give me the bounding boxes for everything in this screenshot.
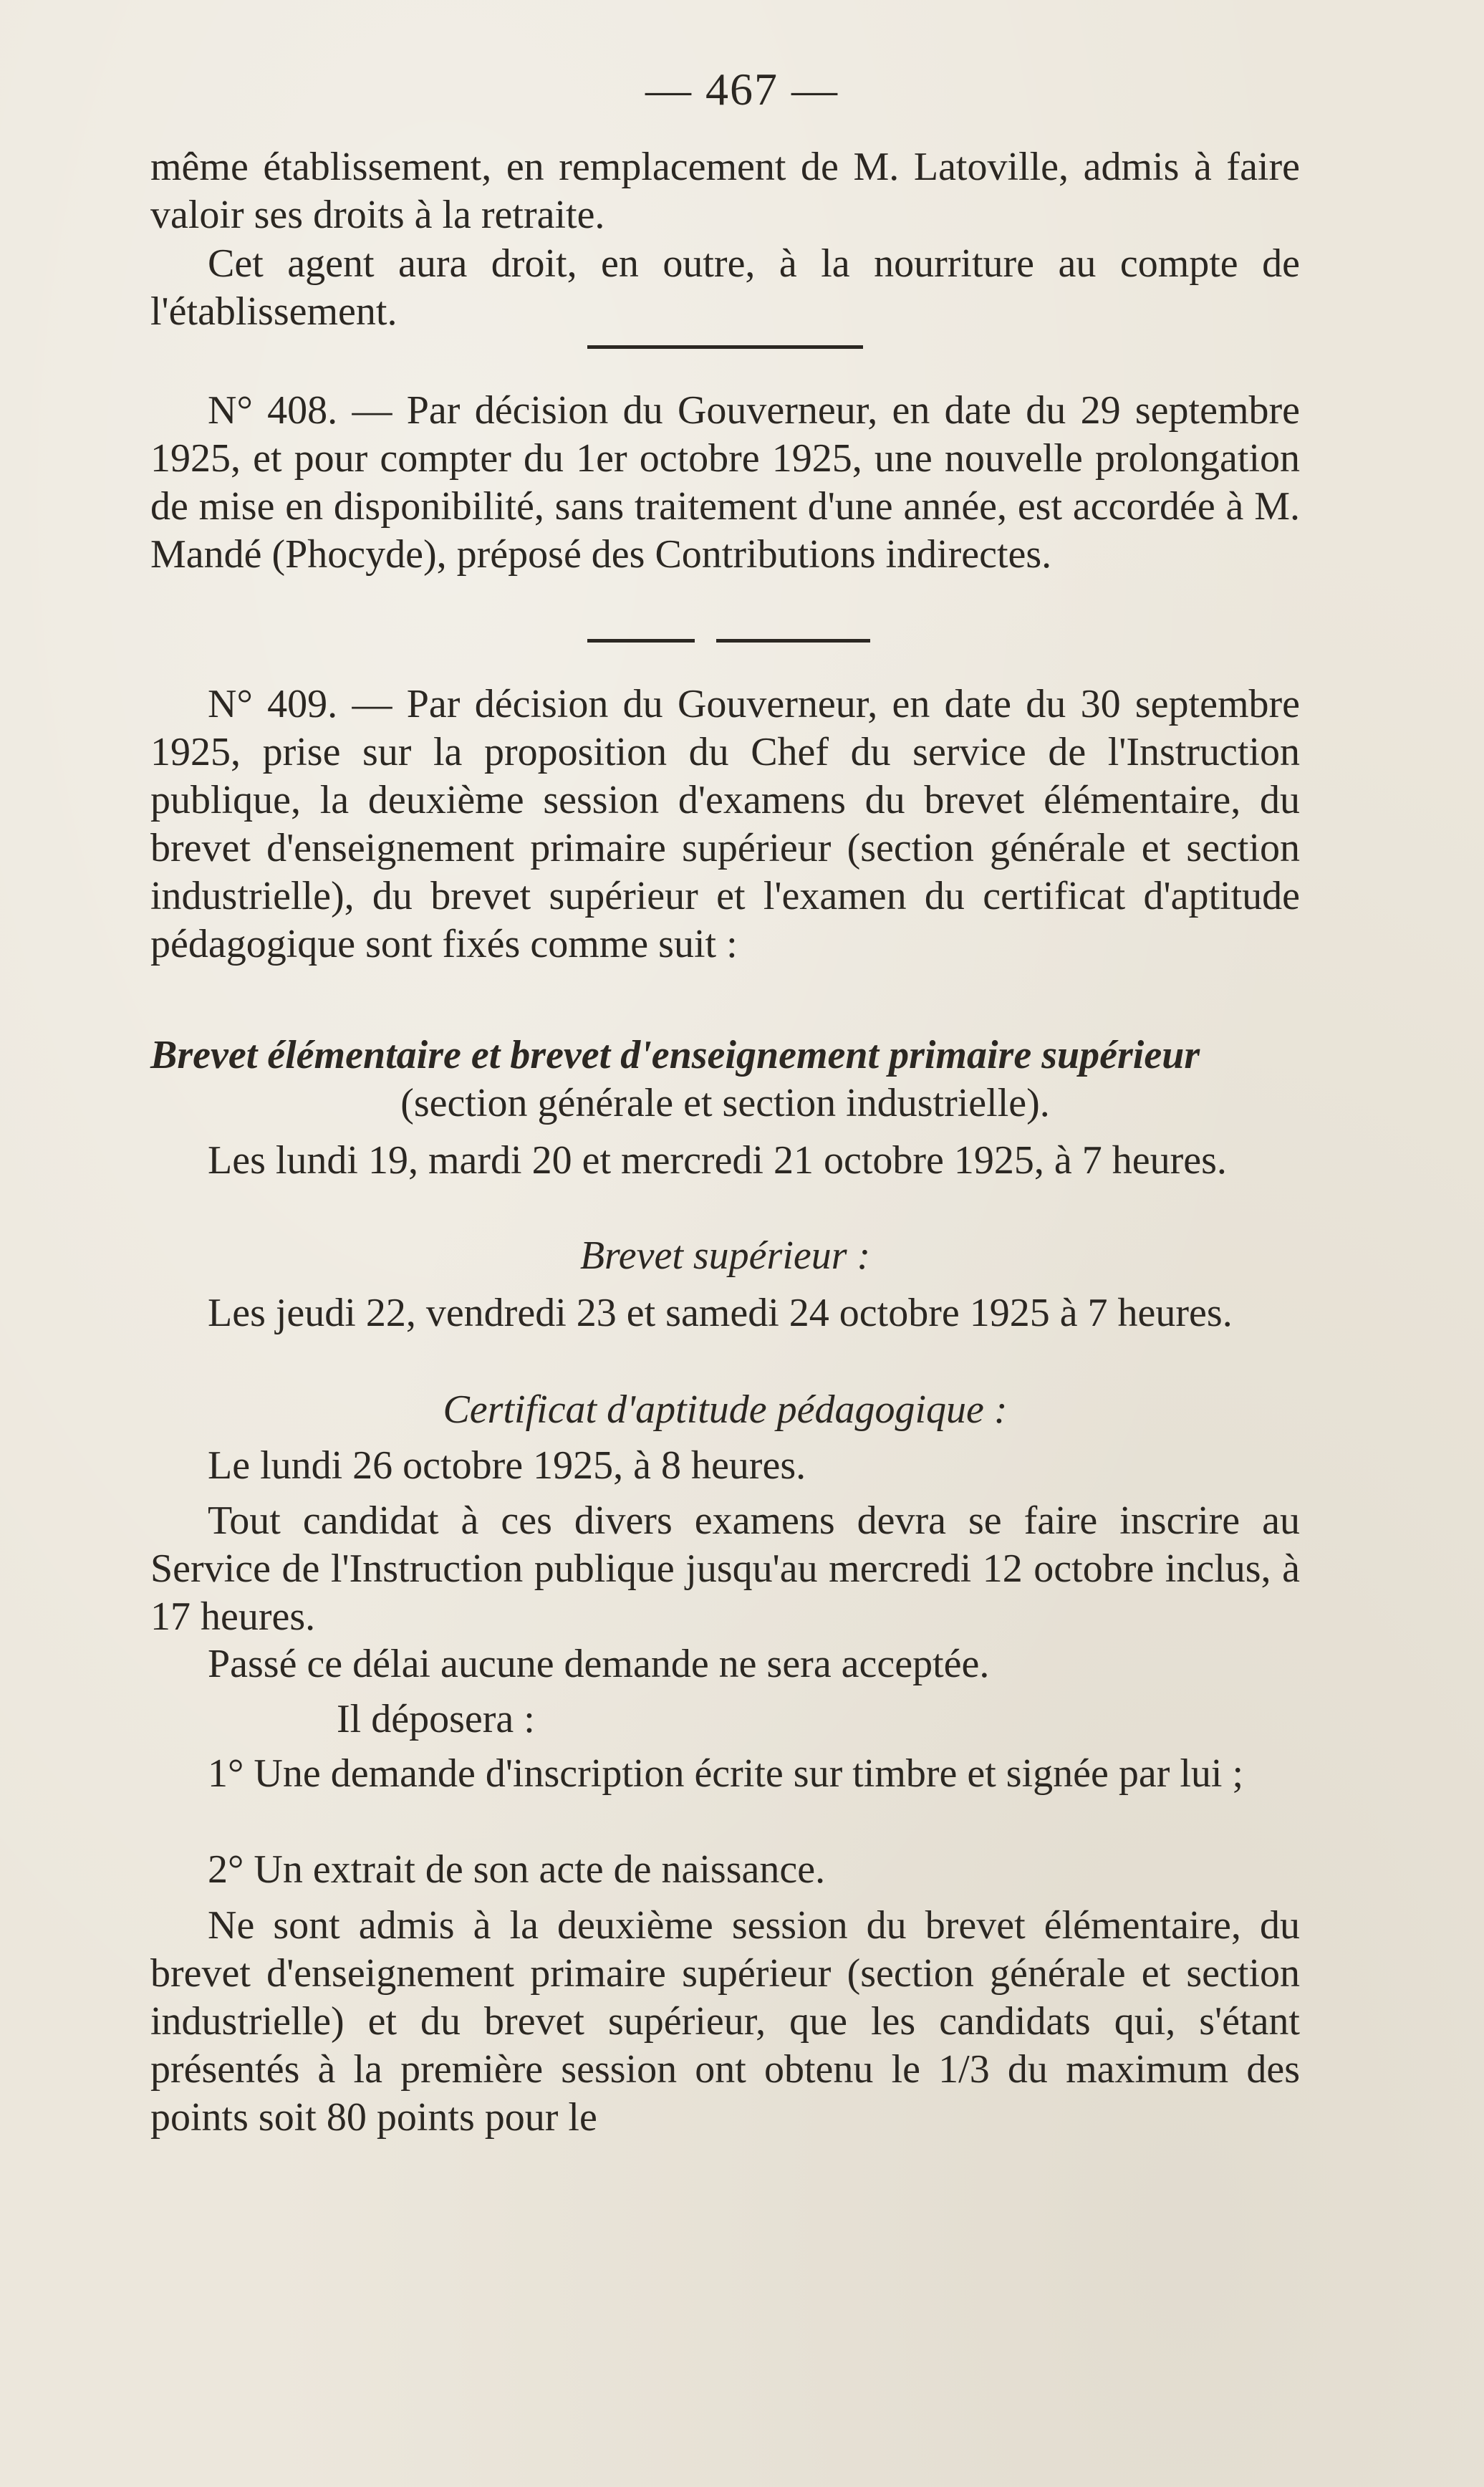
admission-paragraph: Ne sont admis à la deuxième session du brevet élémentaire, du brevet d'enseignement primaire supérieur (section générale et section industrielle) et du brevet supérieur, que les candidats qui, s'étant présentés à la première session ont obtenu le 1/3 du maximum des points soit 80 points pour le <box>150 1903 1300 2140</box>
exam-heading-brevet-superieur: Brevet supérieur : <box>579 1233 871 1278</box>
decision-408: N° 408. — Par décision du Gouverneur, en date du 29 septembre 1925, et pour compter du 1er octobre 1925, une nouvelle prolongation de mise en disponibilité, sans traitement d'une année, est accordée à M. Mandé (Phocyde), préposé des Contributions indirectes. <box>150 388 1300 577</box>
exam-heading-brevet-elementaire: Brevet élémentaire et brevet d'enseignement primaire supérieur <box>150 1033 1200 1077</box>
deadline-paragraph: Passé ce délai aucune demande ne sera acceptée. <box>208 1642 990 1686</box>
registration-paragraph: Tout candidat à ces divers examens devra se faire inscrire au Service de l'Instruction publique jusqu'au mercredi 12 octobre inclus, à 17 heures. <box>150 1499 1300 1639</box>
requirement-1: 1° Une demande d'inscription écrite sur timbre et signée par lui ; <box>208 1751 1244 1796</box>
requirement-2: 2° Un extrait de son acte de naissance. <box>208 1847 826 1892</box>
section-divider-right <box>716 639 870 643</box>
section-divider <box>587 345 863 349</box>
paragraph-continuation: même établissement, en remplacement de M. Latoville, admis à faire valoir ses droits à la retraite. <box>150 145 1300 237</box>
exam-heading-certificat: Certificat d'aptitude pédagogique : <box>443 1387 1008 1432</box>
exam-heading-sections: (section générale et section industrielle). <box>400 1081 1050 1125</box>
exam-dates-brevet-elementaire: Les lundi 19, mardi 20 et mercredi 21 octobre 1925, à 7 heures. <box>208 1138 1227 1183</box>
deposit-intro: Il déposera : <box>337 1697 535 1741</box>
exam-dates-brevet-superieur: Les jeudi 22, vendredi 23 et samedi 24 octobre 1925 à 7 heures. <box>208 1291 1233 1335</box>
paragraph-agent-note: Cet agent aura droit, en outre, à la nourriture au compte de l'établissement. <box>150 241 1300 334</box>
page-number: — 467 — <box>645 64 839 115</box>
decision-409: N° 409. — Par décision du Gouverneur, en date du 30 septembre 1925, prise sur la proposition du Chef du service de l'Instruction publique, la deuxième session d'examens du brevet élémentaire, du brevet d'enseignement primaire supérieur (section générale et section industrielle), du brevet supérieur et l'examen du certificat d'aptitude pédagogique sont fixés comme suit : <box>150 682 1300 966</box>
exam-date-certificat: Le lundi 26 octobre 1925, à 8 heures. <box>208 1443 806 1488</box>
section-divider-left <box>587 639 695 643</box>
